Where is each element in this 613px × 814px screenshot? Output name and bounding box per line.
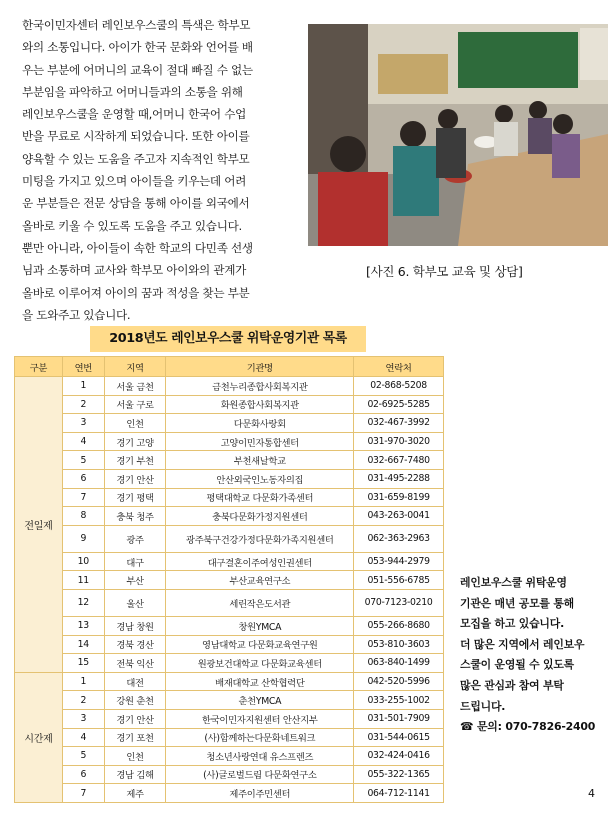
region-cell: 광주 — [104, 525, 166, 552]
intro-line: 을 도와주고 있습니다. — [22, 307, 131, 322]
institution-cell: 춘천YMCA — [166, 691, 354, 710]
header-contact: 연락처 — [354, 357, 444, 377]
intro-line: 운 부분들은 전문 상담을 통해 아이를 외국에서 — [22, 196, 250, 211]
number-cell: 7 — [62, 784, 104, 803]
contact-cell: 032-467-3992 — [354, 414, 444, 433]
institution-cell: 금천누리종합사회복지관 — [166, 377, 354, 396]
intro-line: 부분임을 파악하고 어머니들과의 소통을 위해 — [22, 84, 243, 99]
number-cell: 3 — [62, 709, 104, 728]
institution-cell: 대구결혼이주여성인권센터 — [166, 552, 354, 571]
contact-cell: 063-840-1499 — [354, 654, 444, 673]
contact-cell: 070-7123-0210 — [354, 589, 444, 616]
contact-cell: 031-501-7909 — [354, 709, 444, 728]
contact-cell: 062-363-2963 — [354, 525, 444, 552]
intro-line: 양육할 수 있는 도움을 주고자 지속적인 학부모 — [22, 151, 250, 166]
contact-cell: 055-266-8680 — [354, 616, 444, 635]
intro-line: 뿐만 아니라, 아이들이 속한 학교의 다민족 선생 — [22, 240, 253, 255]
number-cell: 1 — [62, 377, 104, 396]
institution-cell: (사)글로벌드림 다문화연구소 — [166, 765, 354, 784]
table-row — [15, 589, 444, 616]
contact-cell: 031-659-8199 — [354, 488, 444, 507]
region-cell: 경기 평택 — [104, 488, 166, 507]
photo-caption: [사진 6. 학부모 교육 및 상담] — [366, 264, 523, 279]
institution-cell: 광주북구건강가정다문화가족지원센터 — [166, 525, 354, 552]
contact-cell: 031-544-0615 — [354, 728, 444, 747]
region-cell: 서울 구로 — [104, 395, 166, 414]
region-cell: 경기 안산 — [104, 469, 166, 488]
number-cell: 13 — [62, 616, 104, 635]
institution-cell: 제주이주민센터 — [166, 784, 354, 803]
number-cell: 12 — [62, 589, 104, 616]
region-cell: 제주 — [104, 784, 166, 803]
intro-line: 한국이민자센터 레인보우스쿨의 특색은 학부모 — [22, 18, 251, 32]
contact-cell: 031-495-2288 — [354, 469, 444, 488]
institution-cell: 원광보건대학교 다문화교육센터 — [166, 654, 354, 673]
intro-paragraph — [22, 14, 297, 326]
number-cell: 2 — [62, 691, 104, 710]
region-cell: 대전 — [104, 672, 166, 691]
number-cell: 4 — [62, 432, 104, 451]
notice-line: 스쿨이 운영될 수 있도록 — [460, 658, 574, 672]
institution-cell: 충북다문화가정지원센터 — [166, 507, 354, 526]
table-row — [15, 672, 444, 691]
contact-cell: 033-255-1002 — [354, 691, 444, 710]
institution-cell: 부산교육연구소 — [166, 571, 354, 590]
table-row — [15, 432, 444, 451]
number-cell: 11 — [62, 571, 104, 590]
contact-cell: 051-556-6785 — [354, 571, 444, 590]
table-row — [15, 635, 444, 654]
group-cell: 시간제 — [15, 672, 63, 802]
region-cell: 대구 — [104, 552, 166, 571]
notice-line: 모집을 하고 있습니다. — [460, 617, 565, 631]
number-cell: 10 — [62, 552, 104, 571]
page-number: 4 — [588, 787, 595, 800]
table-row — [15, 747, 444, 766]
contact-line — [460, 717, 608, 738]
intro-line: 님과 소통하며 교사와 학부모 아이와의 관계가 — [22, 263, 247, 278]
table-row — [15, 728, 444, 747]
region-cell: 부산 — [104, 571, 166, 590]
contact-cell: 031-970-3020 — [354, 432, 444, 451]
institution-cell: 다문화사랑회 — [166, 414, 354, 433]
institution-cell: 고양이민자통합센터 — [166, 432, 354, 451]
intro-line: 반을 무료로 시작하게 되었습니다. 또한 아이를 — [22, 129, 250, 144]
number-cell: 7 — [62, 488, 104, 507]
table-row — [15, 395, 444, 414]
table-row — [15, 525, 444, 552]
institution-cell: 배재대학교 산학협력단 — [166, 672, 354, 691]
notice-line: 더 많은 지역에서 레인보우 — [460, 637, 585, 651]
table-row — [15, 377, 444, 396]
table-row — [15, 709, 444, 728]
region-cell: 전북 익산 — [104, 654, 166, 673]
region-cell: 경기 고양 — [104, 432, 166, 451]
number-cell: 14 — [62, 635, 104, 654]
region-cell: 강원 춘천 — [104, 691, 166, 710]
intro-line: 올바로 키울 수 있도록 도움을 주고 있습니다. — [22, 218, 242, 233]
number-cell: 9 — [62, 525, 104, 552]
header-region: 지역 — [104, 357, 166, 377]
region-cell: 울산 — [104, 589, 166, 616]
table-header-row — [15, 357, 444, 377]
group-cell: 전일제 — [15, 377, 63, 673]
parent-meeting-photo — [308, 24, 608, 246]
recruitment-notice — [460, 573, 608, 738]
intro-line: 우는 부분에 어머니의 교육이 절대 빠질 수 없는 — [22, 62, 253, 77]
phone-icon: ☎ — [460, 720, 474, 734]
contact-cell: 053-944-2979 — [354, 552, 444, 571]
table-row — [15, 552, 444, 571]
number-cell: 5 — [62, 451, 104, 470]
notice-line: 기관은 매년 공모를 통해 — [460, 596, 574, 610]
number-cell: 2 — [62, 395, 104, 414]
notice-line: 레인보우스쿨 위탁운영 — [460, 576, 567, 589]
institution-cell: 평택대학교 다문화가족센터 — [166, 488, 354, 507]
contact-cell: 055-322-1365 — [354, 765, 444, 784]
institution-cell: 청소년사랑연대 유스프렌즈 — [166, 747, 354, 766]
region-cell: 서울 금천 — [104, 377, 166, 396]
institution-cell: 부천새날학교 — [166, 451, 354, 470]
intro-line: 미팅을 가지고 있으며 아이들을 키우는데 어려 — [22, 174, 247, 189]
number-cell: 5 — [62, 747, 104, 766]
region-cell: 경기 부천 — [104, 451, 166, 470]
region-cell: 경기 포천 — [104, 728, 166, 747]
header-category: 구분 — [15, 357, 63, 377]
institution-cell: 안산외국인노동자의집 — [166, 469, 354, 488]
institution-cell: 한국이민자지원센터 안산지부 — [166, 709, 354, 728]
table-row — [15, 469, 444, 488]
intro-line: 올바로 이루어져 아이의 꿈과 적성을 찾는 부분 — [22, 285, 250, 300]
photo-illustration — [308, 24, 608, 246]
contact-cell: 053-810-3603 — [354, 635, 444, 654]
number-cell: 4 — [62, 728, 104, 747]
region-cell: 경기 안산 — [104, 709, 166, 728]
table-row — [15, 616, 444, 635]
region-cell: 충북 청주 — [104, 507, 166, 526]
region-cell: 인천 — [104, 414, 166, 433]
region-cell: 인천 — [104, 747, 166, 766]
intro-line: 와의 소통입니다. 아이가 한국 문화와 언어를 배 — [22, 40, 253, 55]
notice-line: 드립니다. — [460, 699, 506, 713]
intro-line: 레인보우스쿨을 운영할 때,어머니 한국어 수업 — [22, 107, 247, 122]
institution-cell: 세린작은도서관 — [166, 589, 354, 616]
table-row — [15, 784, 444, 803]
contact-cell: 02-6925-5285 — [354, 395, 444, 414]
contact-cell: 032-667-7480 — [354, 451, 444, 470]
number-cell: 15 — [62, 654, 104, 673]
table-title: 2018년도 레인보우스쿨 위탁운영기관 목록 — [90, 326, 366, 352]
region-cell: 경남 창원 — [104, 616, 166, 635]
contact-cell: 064-712-1141 — [354, 784, 444, 803]
table-row — [15, 488, 444, 507]
number-cell: 3 — [62, 414, 104, 433]
number-cell: 1 — [62, 672, 104, 691]
institution-cell: 영남대학교 다문화교육연구원 — [166, 635, 354, 654]
institution-table — [14, 356, 444, 803]
contact-cell: 043-263-0041 — [354, 507, 444, 526]
contact-cell: 02-868-5208 — [354, 377, 444, 396]
institution-cell: 화원종합사회복지관 — [166, 395, 354, 414]
region-cell: 경북 경산 — [104, 635, 166, 654]
contact-cell: 032-424-0416 — [354, 747, 444, 766]
institution-cell: (사)함께하는다문화네트워크 — [166, 728, 354, 747]
table-row — [15, 451, 444, 470]
table-row — [15, 507, 444, 526]
header-institution: 기관명 — [166, 357, 354, 377]
table-row — [15, 691, 444, 710]
institution-cell: 창원YMCA — [166, 616, 354, 635]
number-cell: 8 — [62, 507, 104, 526]
number-cell: 6 — [62, 765, 104, 784]
table-row — [15, 654, 444, 673]
table-row — [15, 414, 444, 433]
contact-cell: 042-520-5996 — [354, 672, 444, 691]
number-cell: 6 — [62, 469, 104, 488]
table-row — [15, 765, 444, 784]
header-number: 연번 — [62, 357, 104, 377]
contact-label: 문의: 070-7826-2400 — [476, 720, 596, 734]
region-cell: 경남 김해 — [104, 765, 166, 784]
table-row — [15, 571, 444, 590]
notice-line: 많은 관심과 참여 부탁 — [460, 678, 564, 692]
